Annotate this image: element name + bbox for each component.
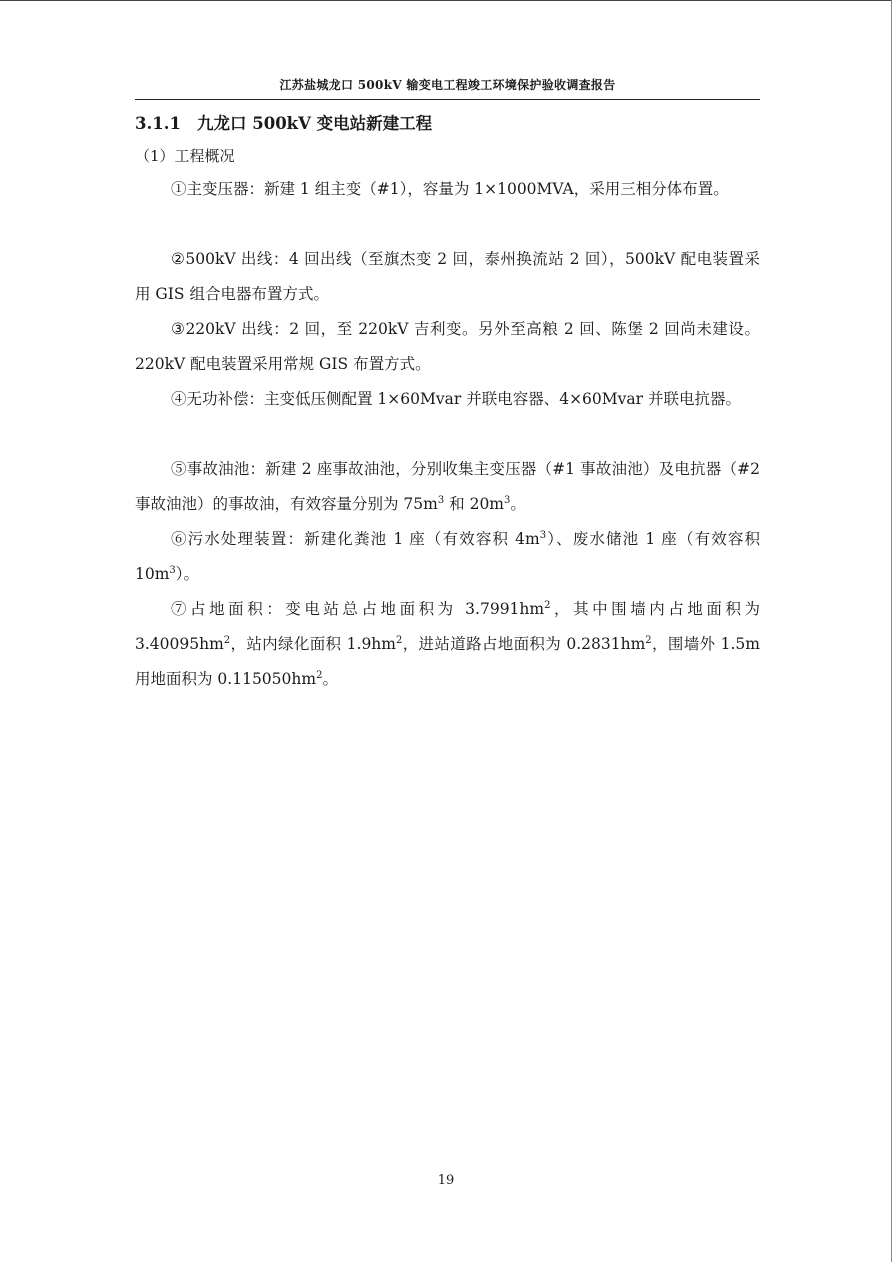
subsection-heading: （1）工程概况	[135, 147, 235, 165]
running-header: 江苏盐城龙口 500kV 输变电工程竣工环境保护验收调查报告	[279, 78, 616, 92]
page-number: 19	[437, 1173, 455, 1188]
item-500kv-outgoing: ②500kV 出线：4 回出线（至旗杰变 2 回，泰州换流站 2 回），500kV 配电装置采用 GIS 组合电器布置方式。	[135, 250, 760, 303]
header-rule	[135, 99, 760, 100]
section-heading	[135, 110, 432, 134]
item-main-transformer: ①主变压器：新建 1 组主变（#1），容量为 1×1000MVA，采用三相分体布置。	[171, 180, 729, 198]
item-220kv-outgoing: ③220kV 出线：2 回，至 220kV 吉利变。另外至高粮 2 回、陈堡 2 回尚未建设。220kV 配电装置采用常规 GIS 布置方式。	[135, 320, 760, 373]
page-top-border	[0, 0, 892, 1]
section-number: 3.1.1	[135, 114, 181, 133]
item-land-area: ⑦占地面积：变电站总占地面积为 $3.7991hm^2$，其中围墙内占地面积为 $3.40095hm^2$，站内绿化面积 $1.9hm^2$，进站道路占地面积为 $0.2831hm^2$，围墙外 1.5m 用地面积为 $0.115050hm^2$。	[135, 600, 760, 688]
section-title: 九龙口 500kV 变电站新建工程	[197, 114, 433, 133]
item-sewage-treatment: ⑥污水处理装置：新建化粪池 1 座（有效容积 $4m^3$）、废水储池 1 座（有效容积 $10m^3$）。	[135, 530, 760, 583]
item-accident-oil-pool: ⑤事故油池：新建 2 座事故油池，分别收集主变压器（#1 事故油池）及电抗器（#2 事故油池）的事故油，有效容量分别为 $75m^3$ 和 $20m^3$。	[135, 460, 760, 513]
item-reactive-compensation: ④无功补偿：主变低压侧配置 1×60Mvar 并联电容器、4×60Mvar 并联电抗器。	[171, 390, 741, 408]
